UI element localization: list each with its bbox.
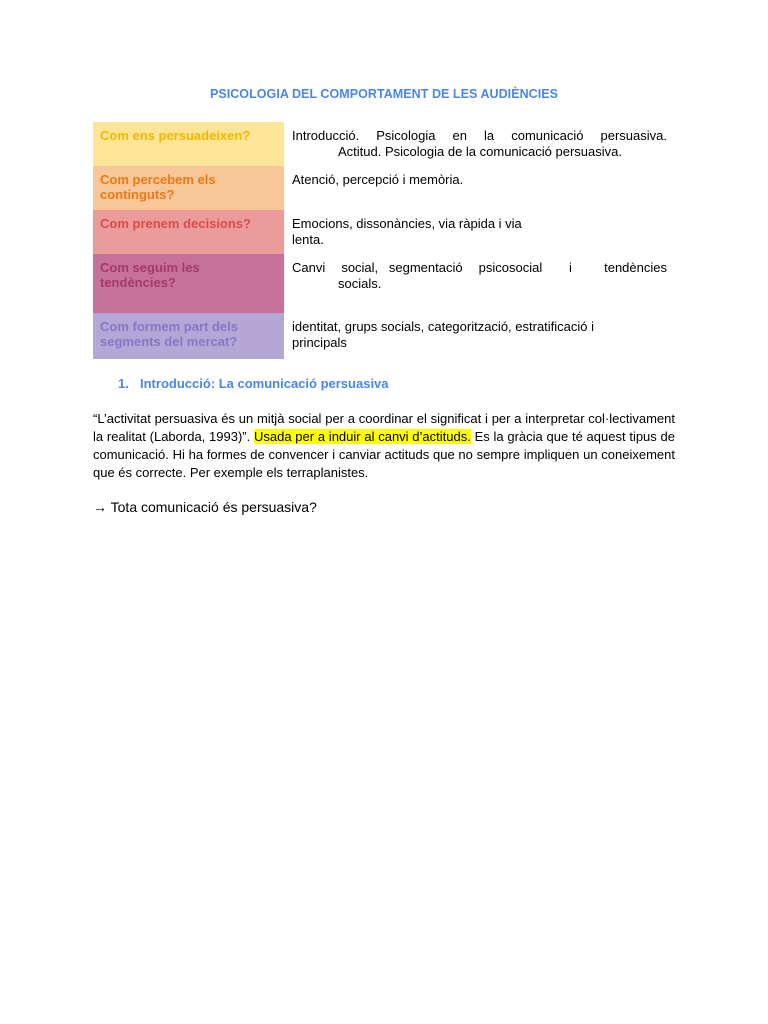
paragraph-text: “L’activitat persuasiva és un mitjà social per a coordinar el significat i per a interpretar col·lectivament la realitat (Laborda, 1993)”. (93, 411, 675, 444)
section-number: 1. (118, 376, 129, 391)
topic-answer-cell (284, 166, 675, 210)
topic-question-cell: Com seguim les tendències? (93, 254, 284, 313)
topic-question-cell: Com percebem els continguts? (93, 166, 284, 210)
section-heading-text: Introducció: La comunicació persuasiva (140, 376, 389, 391)
topic-answer-cell (284, 254, 675, 313)
topics-table (93, 122, 675, 359)
topics-row (93, 254, 675, 313)
topic-answer-line: Emocions, dissonàncies, via ràpida i via (292, 216, 522, 231)
question-line: → Tota comunicació és persuasiva? (93, 499, 317, 515)
topic-answer-cell (284, 313, 675, 359)
paragraph-text: Es la gràcia que té aquest tipus de comunicació. Hi ha formes de convencer i canviar actituds que no sempre impliquen un coneixement que és correcte. Per exemple els terraplanistes. (93, 429, 675, 480)
topic-question-cell: Com formem part dels segments del mercat? (93, 313, 284, 359)
topic-answer-line: Atenció, percepció i memòria. (292, 172, 464, 187)
topic-answer-line: socials. (338, 275, 382, 291)
body-paragraph (93, 410, 675, 482)
topic-answer-cell (284, 210, 675, 254)
topic-answer-line: identitat, grups socials, categorització, estratificació i (292, 319, 595, 334)
topic-question-cell: Com ens persuadeixen? (93, 122, 284, 166)
topics-row (93, 313, 675, 359)
section-heading (118, 376, 389, 391)
document-title: PSICOLOGIA DEL COMPORTAMENT DE LES AUDIÈNCIES (209, 87, 559, 101)
highlighted-text: Usada per a induir al canvi d’actituds. (253, 429, 471, 444)
topic-answer-line: Actitud. Psicologia de la comunicació persuasiva. (338, 143, 622, 159)
topic-answer-line: principals (292, 334, 347, 350)
topic-answer-line: Introducció. Psicologia en la comunicació persuasiva. (292, 128, 667, 143)
topic-question-cell: Com prenem decisions? (93, 210, 284, 254)
topic-answer-line: lenta. (292, 231, 324, 247)
topics-row (93, 122, 675, 166)
topics-row (93, 166, 675, 210)
topic-answer-cell (284, 122, 675, 166)
topic-answer-line: Canvi social, segmentació psicosocial i tendències (292, 260, 667, 275)
topics-row (93, 210, 675, 254)
